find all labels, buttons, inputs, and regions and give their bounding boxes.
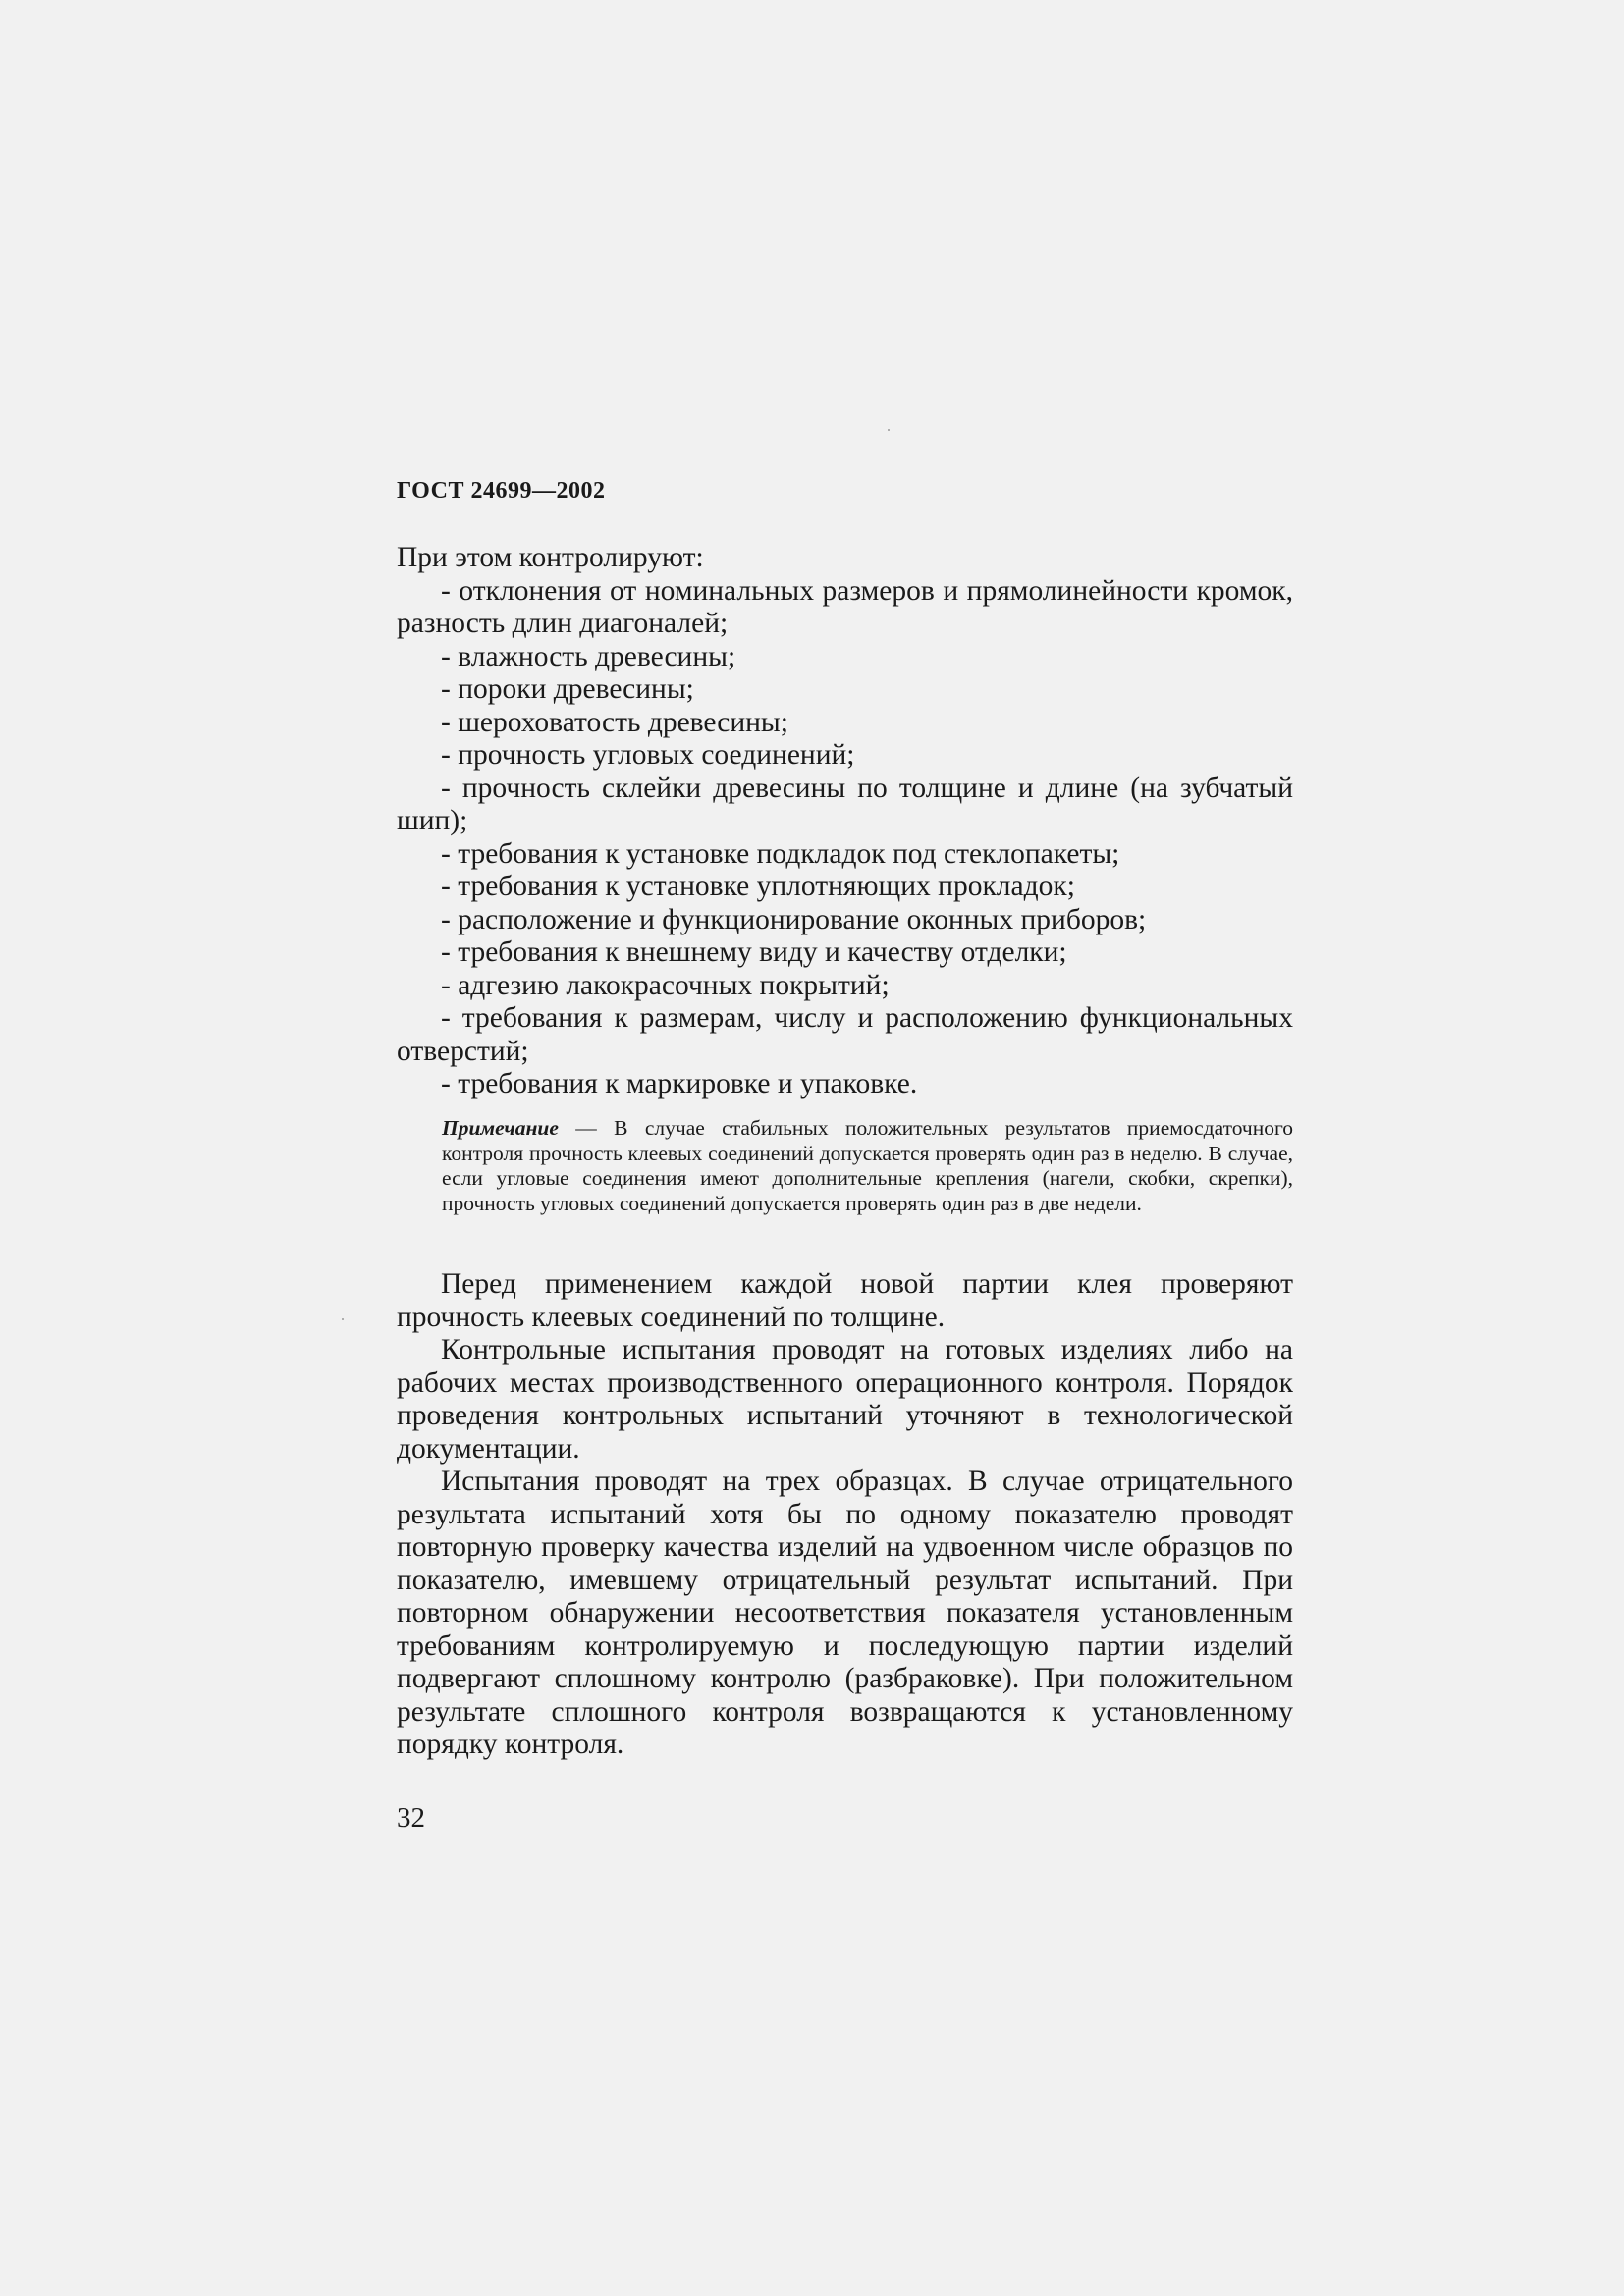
control-item: - прочность склейки древесины по толщине и длине (на зубчатый шип); <box>397 772 1293 836</box>
document-code: ГОСТ 24699—2002 <box>397 478 606 504</box>
control-item: - влажность древесины; <box>441 640 736 672</box>
control-item: - отклонения от номинальных размеров и прямолинейности кромок, разность длин диагоналей; <box>397 574 1293 639</box>
control-item: - требования к внешнему виду и качеству отделки; <box>441 936 1067 968</box>
control-item: - требования к маркировке и упаковке. <box>441 1068 918 1099</box>
page-number: 32 <box>397 1802 425 1834</box>
control-item: - пороки древесины; <box>441 673 694 705</box>
paragraph: Контрольные испытания проводят на готовых изделиях либо на рабочих местах производственного операционного контроля. Порядок проведения контрольных испытаний уточняют в технологической документации. <box>397 1334 1293 1465</box>
controls-section <box>397 542 1293 1101</box>
paragraph: Испытания проводят на трех образцах. В случае отрицательного результата испытаний хотя бы по одному показателю проводят повторную проверку качества изделий на удвоенном числе образцов по показателю, имевшему отрицательный результат испытаний. При повторном обнаружении несоответствия показателя установленным требованиям контролируемую и последующую партии изделий подвергают сплошному контролю (разбраковке). При положительном результате сплошного контроля возвращаются к установленному порядку контроля. <box>397 1466 1293 1760</box>
paragraph: Перед применением каждой новой партии клея проверяют прочность клеевых соединений по толщине. <box>397 1268 1293 1333</box>
control-item: - шероховатость древесины; <box>441 706 788 738</box>
control-item: - расположение и функционирование оконных приборов; <box>441 903 1147 935</box>
controls-intro: При этом контролируют: <box>397 542 704 573</box>
control-item: - требования к установке уплотняющих прокладок; <box>441 871 1075 902</box>
note-text: — В случае стабильных положительных результатов приемосдаточного контроля прочность клеевых соединений допускается проверять один раз в неделю. В случае, если угловые соединения имеют дополнительные крепления (нагели, скобки, скрепки), прочность угловых соединений допускается проверять один раз в две недели. <box>442 1116 1293 1215</box>
control-item: - прочность угловых соединений; <box>441 739 855 771</box>
note-label: Примечание <box>442 1116 559 1140</box>
body-paragraphs <box>397 1268 1293 1762</box>
control-item: - адгезию лакокрасочных покрытий; <box>441 969 890 1001</box>
note-block <box>442 1116 1293 1216</box>
control-item: - требования к установке подкладок под стеклопакеты; <box>441 837 1120 870</box>
scan-speck <box>342 1318 344 1320</box>
control-item: - требования к размерам, числу и расположению функциональных отверстий; <box>397 1002 1293 1067</box>
scan-speck <box>888 429 890 431</box>
